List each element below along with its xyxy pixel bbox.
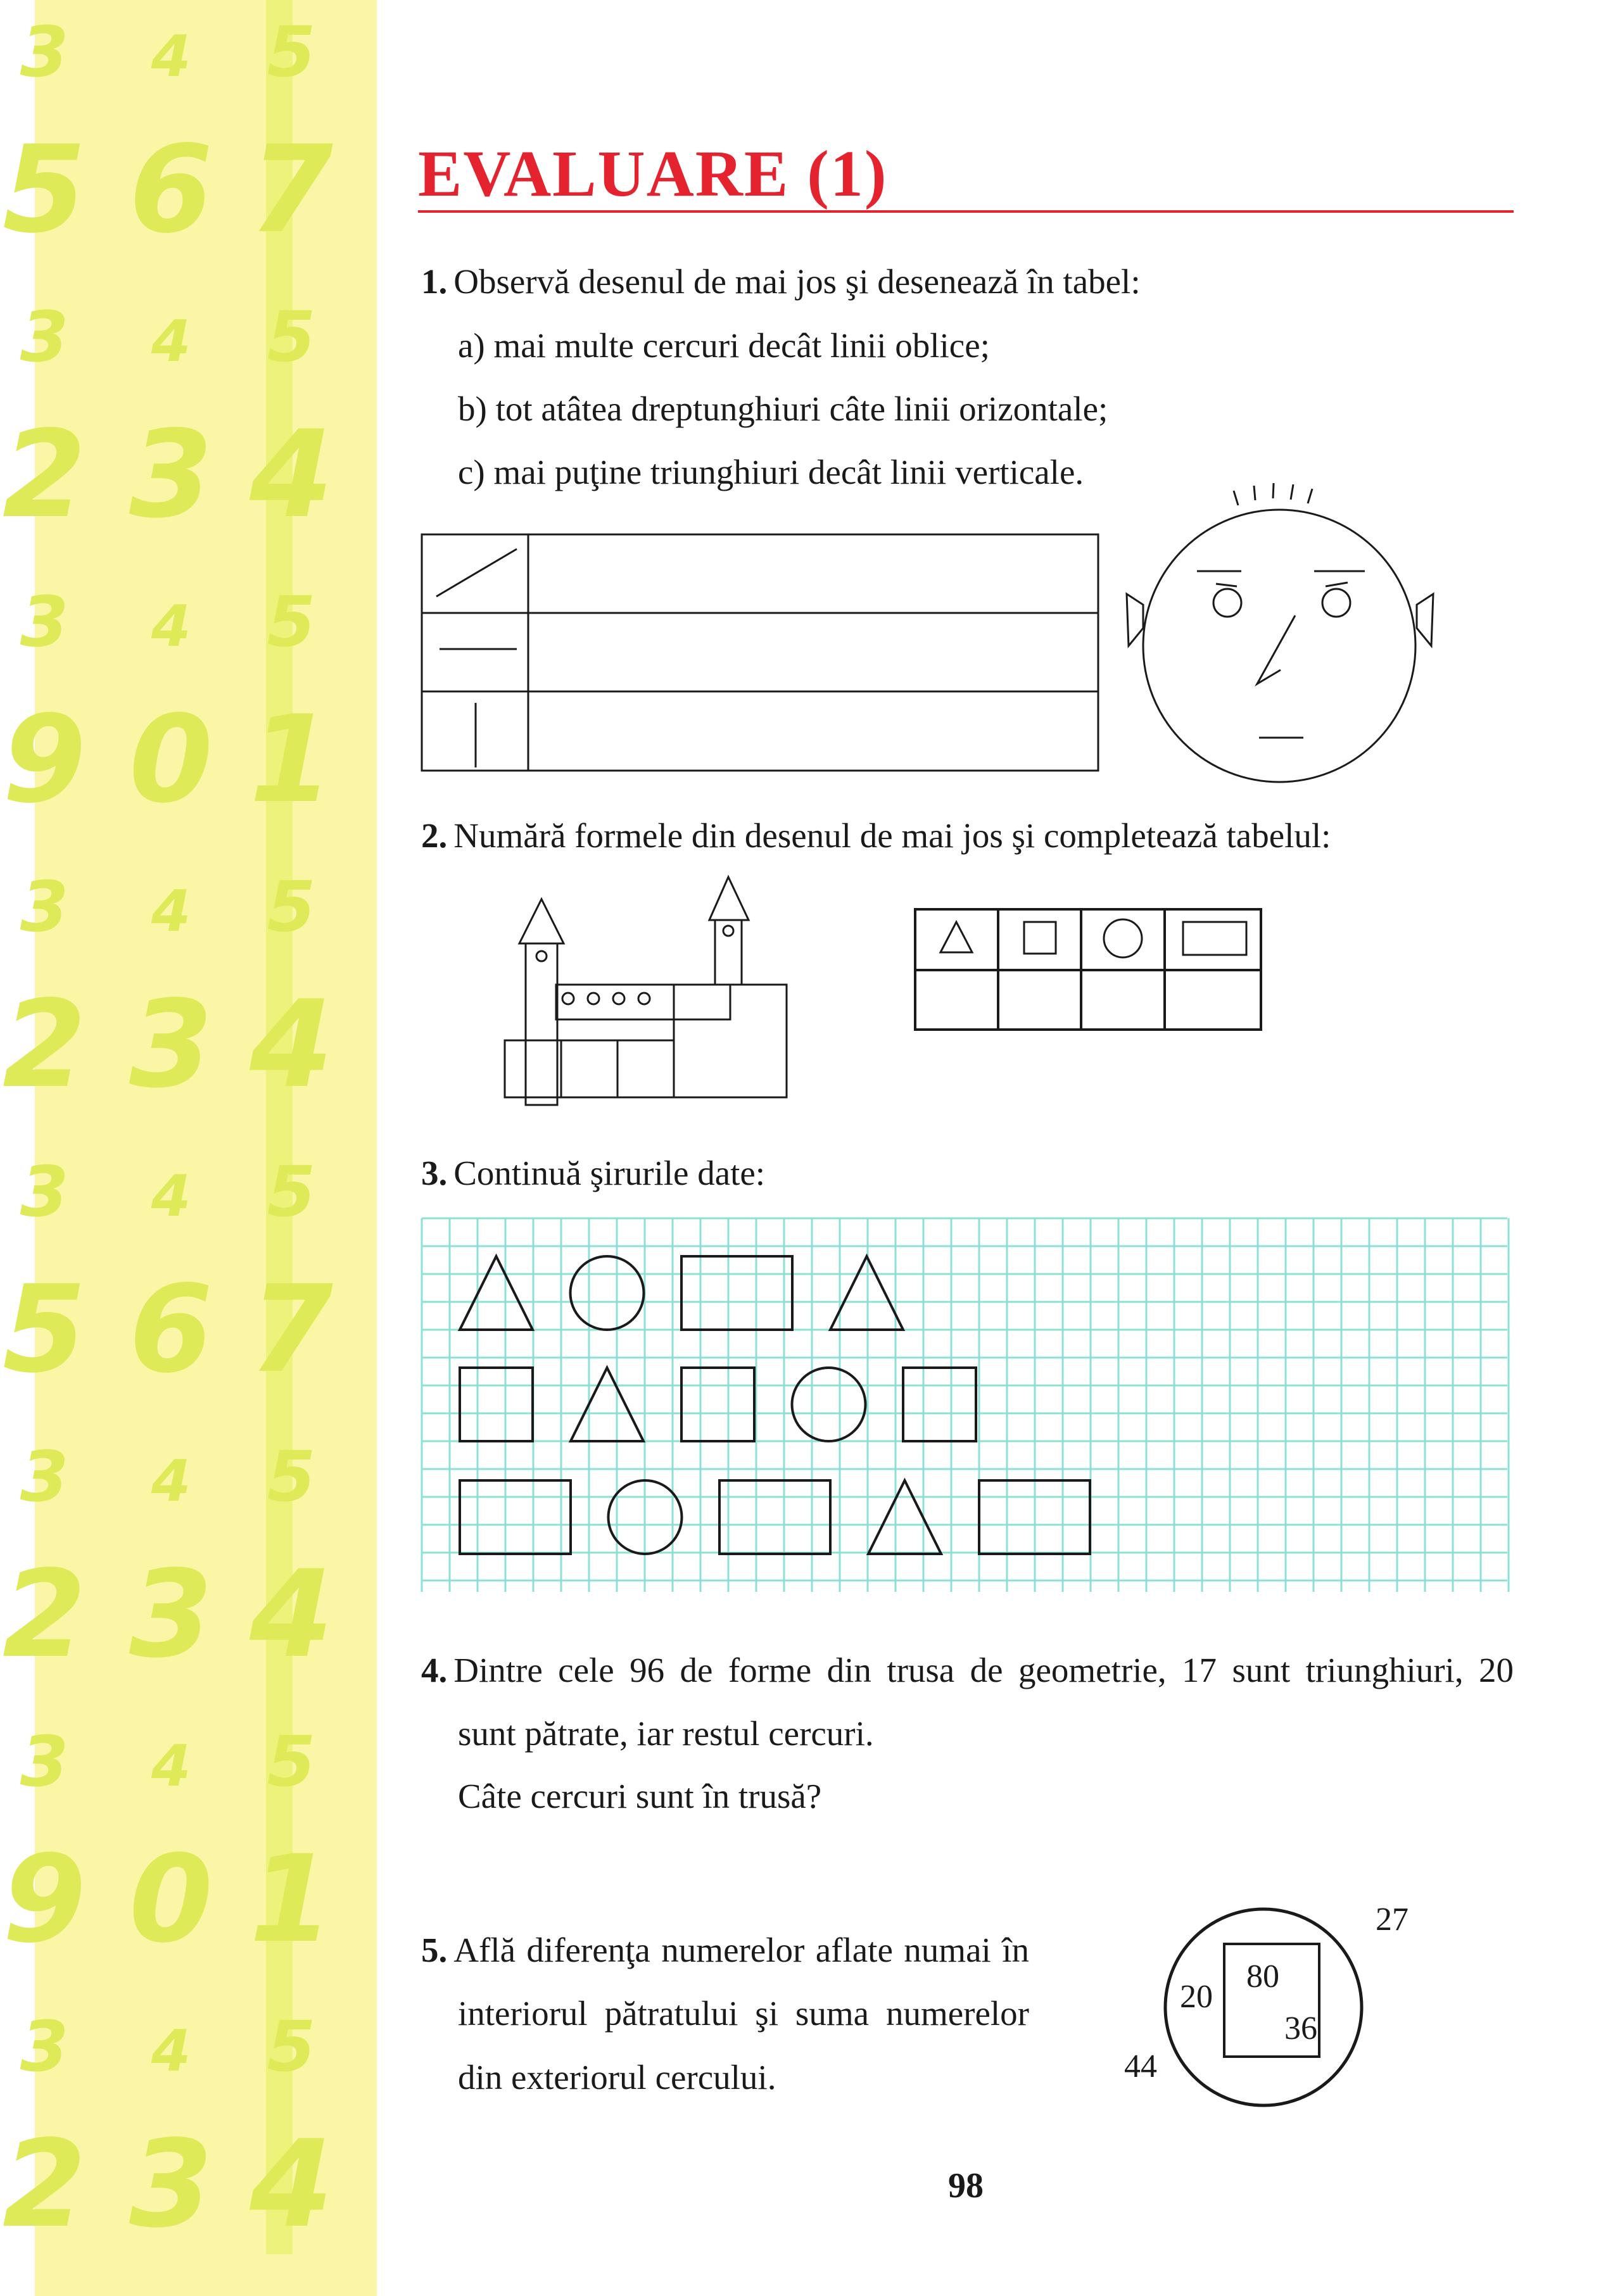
rectangle-icon xyxy=(1183,922,1246,955)
page-number: 98 xyxy=(948,2166,984,2205)
square-icon xyxy=(1024,922,1056,954)
ex4-line1-text: Dintre cele 96 de forme din trusa de geometrie, 17 sunt triunghiuri, 20 xyxy=(453,1651,1514,1689)
sidebar-digit: 4 xyxy=(151,593,191,660)
number-36: 36 xyxy=(1284,2010,1317,2047)
circle-shape xyxy=(792,1368,866,1441)
triangle-icon xyxy=(940,922,972,952)
sidebar-digit: 1 xyxy=(249,690,334,829)
ex4-line2: sunt pătrate, iar restul cercuri. xyxy=(458,1714,874,1753)
ex5-line1 xyxy=(421,1929,1029,1971)
sidebar-digit: 5 xyxy=(267,1151,316,1232)
circle-square-diagram xyxy=(1115,1893,1444,2121)
sidebar-digit: 3 xyxy=(20,866,69,947)
circle-shape xyxy=(571,1256,644,1330)
rectangle-shape xyxy=(681,1256,792,1330)
ex4-line3: Câte cercuri sunt în trusă? xyxy=(458,1777,822,1815)
sidebar-digit: 6 xyxy=(129,120,213,260)
ex1-prompt xyxy=(421,261,1141,303)
sidebar-digit: 4 xyxy=(151,878,191,945)
ex2-prompt xyxy=(421,815,1331,857)
sidebar-digit: 3 xyxy=(129,975,213,1114)
sidebar-digit: 2 xyxy=(2,2114,87,2254)
sidebar-digit: 3 xyxy=(129,2114,213,2254)
sidebar-digit: 4 xyxy=(151,23,191,90)
decorative-sidebar xyxy=(0,0,380,2296)
number-44: 44 xyxy=(1124,2048,1157,2085)
sidebar-digit: 4 xyxy=(151,1448,191,1515)
sidebar-digit: 7 xyxy=(249,1259,334,1399)
sidebar-digit: 3 xyxy=(20,11,69,92)
ex1-item-b: b) tot atâtea dreptunghiuri câte linii orizontale; xyxy=(458,389,1108,428)
sidebar-digit: 4 xyxy=(249,1544,334,1684)
sidebar-digit: 9 xyxy=(2,690,87,829)
sidebar-digit: 4 xyxy=(151,1163,191,1230)
ex5-line1-text: Află diferenţa numerelor aflate numai în xyxy=(453,1931,1029,1969)
sidebar-digit: 0 xyxy=(129,1829,213,1969)
triangle-shape xyxy=(868,1480,941,1554)
square-shape xyxy=(681,1368,754,1441)
sidebar-digit: 5 xyxy=(2,1259,87,1399)
sidebar-digit: 3 xyxy=(129,1544,213,1684)
sidebar-digit: 3 xyxy=(20,1721,69,1802)
sidebar-digit: 5 xyxy=(267,11,316,92)
ex4-number: 4. xyxy=(421,1651,448,1689)
number-80: 80 xyxy=(1246,1959,1279,1995)
sidebar-digit: 2 xyxy=(2,405,87,545)
title-underline xyxy=(418,210,1514,213)
sidebar-digit: 5 xyxy=(267,866,316,947)
triangle-shape xyxy=(571,1368,643,1441)
sidebar-digit: 0 xyxy=(129,690,213,829)
sidebar-digit: 3 xyxy=(20,1436,69,1517)
sidebar-digit: 5 xyxy=(267,296,316,377)
face-drawing xyxy=(1115,469,1444,785)
sidebar-digit: 5 xyxy=(267,2006,316,2087)
ex4-line1 xyxy=(421,1649,1514,1691)
sidebar-digit: 5 xyxy=(267,1721,316,1802)
sidebar-digit: 4 xyxy=(249,405,334,545)
rectangle-shape xyxy=(719,1480,830,1554)
ex1-number: 1. xyxy=(421,262,448,301)
ex3-number: 3. xyxy=(421,1154,448,1192)
sidebar-digit: 3 xyxy=(20,2006,69,2087)
sidebar-digit: 7 xyxy=(249,120,334,260)
sidebar-digit: 4 xyxy=(249,975,334,1114)
castle-drawing xyxy=(500,877,792,1099)
ex5-line2: interiorul pătratului şi suma numerelor xyxy=(458,1994,1029,2033)
sidebar-digit: 2 xyxy=(2,975,87,1114)
sidebar-digit: 4 xyxy=(151,1733,191,1800)
square-shape xyxy=(903,1368,976,1441)
circle-icon xyxy=(1104,919,1142,957)
ex3-prompt xyxy=(421,1152,765,1194)
sidebar-digit: 3 xyxy=(20,296,69,377)
ex1-answer-table[interactable] xyxy=(421,533,1100,772)
sidebar-digit: 2 xyxy=(2,1544,87,1684)
sidebar-digit: 3 xyxy=(129,405,213,545)
sidebar-digit: 4 xyxy=(249,2114,334,2254)
ex1-item-c: c) mai puţine triunghiuri decât linii verticale. xyxy=(458,453,1084,491)
ex2-text: Numără formele din desenul de mai jos şi completează tabelul: xyxy=(453,816,1331,855)
ex2-count-table[interactable] xyxy=(914,908,1263,1032)
sidebar-digit: 3 xyxy=(20,1151,69,1232)
oblique-line-icon xyxy=(436,549,517,596)
sidebar-digit: 5 xyxy=(267,581,316,662)
sidebar-digit: 4 xyxy=(151,308,191,375)
square-shape xyxy=(460,1368,533,1441)
sidebar-digit: 3 xyxy=(20,581,69,662)
number-20: 20 xyxy=(1180,1979,1213,2015)
ex1-text: Observă desenul de mai jos şi desenează în tabel: xyxy=(453,262,1141,301)
sidebar-digit: 4 xyxy=(151,2018,191,2085)
ex1-item-a: a) mai multe cercuri decât linii oblice; xyxy=(458,326,990,365)
sidebar-digit: 1 xyxy=(249,1829,334,1969)
triangle-shape xyxy=(460,1256,533,1330)
ex3-text: Continuă şirurile date: xyxy=(453,1154,766,1192)
ex5-number: 5. xyxy=(421,1931,448,1969)
ex5-line3: din exteriorul cercului. xyxy=(458,2058,776,2097)
number-27: 27 xyxy=(1376,1902,1409,1938)
ex2-number: 2. xyxy=(421,816,448,855)
sidebar-digit: 9 xyxy=(2,1829,87,1969)
sidebar-digit: 5 xyxy=(267,1436,316,1517)
page-title: EVALUARE (1) xyxy=(418,137,888,210)
sidebar-digit: 6 xyxy=(129,1259,213,1399)
sidebar-digit: 5 xyxy=(2,120,87,260)
rectangle-shape xyxy=(460,1480,571,1554)
ex3-grid[interactable] xyxy=(421,1217,1510,1593)
